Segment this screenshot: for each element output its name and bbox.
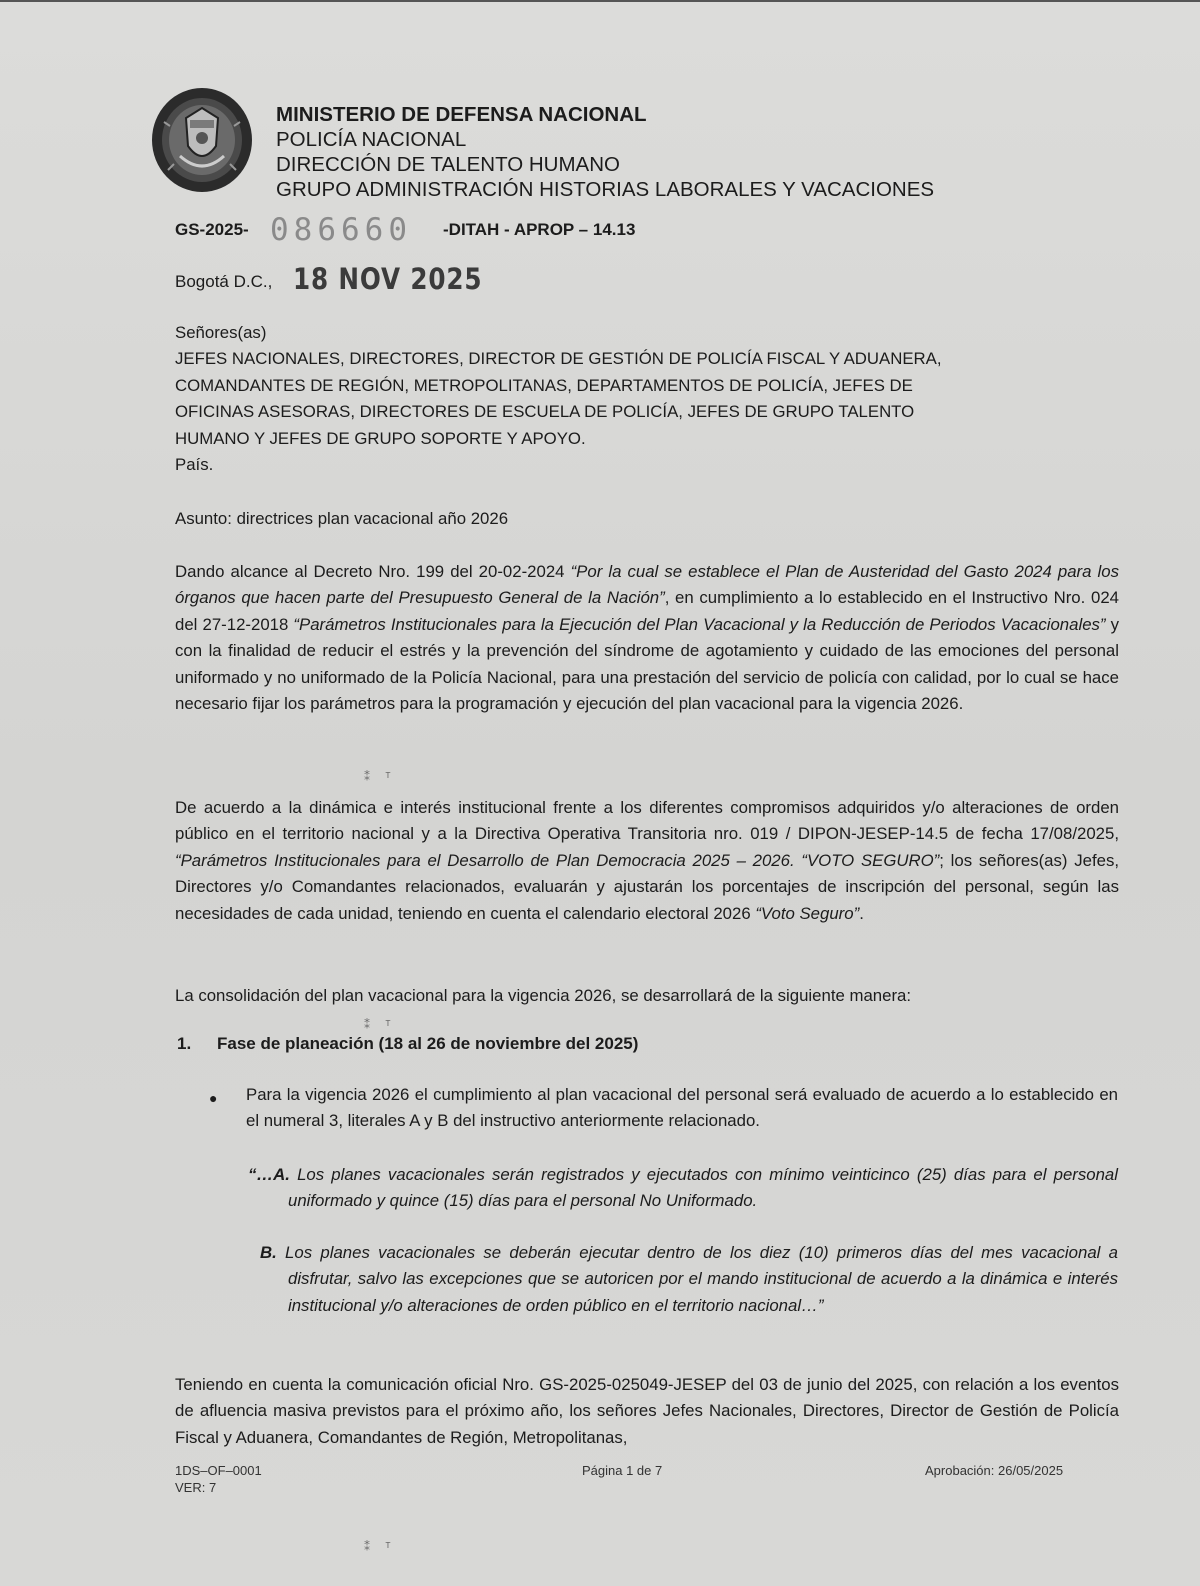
form-code: 1DS–OF–0001 — [175, 1463, 262, 1478]
reference-suffix: -DITAH - APROP – 14.13 — [443, 220, 636, 239]
city-label: Bogotá D.C., — [175, 272, 273, 291]
subject-line: Asunto: directrices plan vacacional año 2026 — [175, 509, 509, 528]
quote-a-lead: “…A. — [248, 1165, 290, 1184]
paragraph-directive — [175, 795, 1119, 927]
scan-artifact: ⁑ ᵀ — [364, 1018, 397, 1032]
paragraph-communication: Teniendo en cuenta la comunicación oficial Nro. GS-2025-025049-JESEP del 03 de junio del 2025, con relación a los eventos de afluencia masiva previstos para el próximo año, los señores Jefes Nacionales, Directores, Director de Gestión de Policía Fiscal y Aduanera, Comandantes de Región, Metropolitanas, — [175, 1375, 1119, 1447]
recipient-line: COMANDANTES DE REGIÓN, METROPOLITANAS, DEPARTAMENTOS DE POLICÍA, JEFES DE — [175, 375, 913, 395]
footer-form-code — [175, 1462, 262, 1496]
page-number: Página 1 de 7 — [582, 1463, 663, 1478]
quote-a-text: Los planes vacacionales serán registrados y ejecutados con mínimo veinticinco (25) días para el personal uniformado y quince (15) días para el personal No Uniformado. — [288, 1165, 1118, 1211]
p1-text: , en cumplimiento a lo establecido en el Instructivo Nro. 024 del 27-12-2018 — [175, 588, 1119, 634]
scan-edge — [0, 0, 1200, 2]
p2-text: ; los señores(as) Jefes, Directores y/o Comandantes relacionados, evaluarán y ajustarán los porcentajes de inscripción del personal, según las necesidades de cada unidad, teniendo en cuenta el calendario electoral 2026 — [175, 850, 1119, 923]
reference-stamped-number: 086660 — [270, 212, 412, 248]
police-line: POLICÍA NACIONAL — [276, 128, 467, 151]
paragraph-consolidation: La consolidación del plan vacacional para la vigencia 2026, se desarrollará de la siguiente manera: — [175, 986, 912, 1005]
paragraph-decree — [175, 559, 1119, 717]
p2-text: De acuerdo a la dinámica e interés institucional frente a los diferentes compromisos adquiridos y/o alteraciones de orden público en el territorio nacional y a la Directiva Operativa Transitoria nro. 019 / DIPON-JESEP-14.5 de fecha 17/08/2025, — [175, 798, 1119, 844]
directorate-line: DIRECCIÓN DE TALENTO HUMANO — [276, 153, 620, 176]
scan-artifact: ⁑ ᵀ — [364, 1540, 397, 1554]
quote-item-a — [248, 1162, 1118, 1215]
p2-voto-seguro: “Voto Seguro” — [755, 903, 860, 923]
p2-directive-title: “Parámetros Institucionales para el Desarrollo de Plan Democracia 2025 – 2026. “VOTO SEGURO” — [175, 850, 940, 870]
quote-b-text: Los planes vacacionales se deberán ejecutar dentro de los diez (10) primeros días del mes vacacional a disfrutar, salvo las excepciones que se autoricen por el mando institucional de acuerdo a la dinámica e interés institucional y/o alteraciones de orden público en el territorio nacional…” — [276, 1243, 1118, 1315]
p1-text: Dando alcance al Decreto Nro. 199 del 20-02-2024 — [175, 562, 571, 581]
recipient-line: HUMANO Y JEFES DE GRUPO SOPORTE Y APOYO. — [175, 428, 586, 448]
reference-prefix: GS-2025- — [175, 220, 249, 239]
letterhead — [276, 102, 934, 202]
p2-text: . — [859, 903, 864, 923]
form-version: VER: 7 — [175, 1480, 217, 1495]
approval-date: Aprobación: 26/05/2025 — [925, 1463, 1064, 1478]
recipients-block — [175, 320, 1119, 478]
recipient-line: OFICINAS ASESORAS, DIRECTORES DE ESCUELA DE POLICÍA, JEFES DE GRUPO TALENTO — [175, 402, 915, 422]
section-title: Fase de planeación (18 al 26 de noviembre del 2025) — [217, 1034, 639, 1053]
place: País. — [175, 455, 214, 475]
p1-decree-title: “Por la cual se establece el Plan de Austeridad del Gasto 2024 para los órganos que hacen parte del Presupuesto General de la Nación” — [175, 562, 1119, 608]
bullet-dot-icon: ● — [209, 1090, 218, 1106]
bullet-item: Para la vigencia 2026 el cumplimiento al plan vacacional del personal será evaluado de acuerdo a lo establecido en el numeral 3, literales A y B del instructivo anteriormente relacionado. — [246, 1085, 1118, 1131]
police-seal-logo — [150, 86, 254, 194]
p1-text: y con la finalidad de reducir el estrés y la prevención del síndrome de agotamiento y cuidado de las emociones del personal uniformado y no uniformado de la Policía Nacional, para una prestación del servicio de policía con calidad, por lo cual se hace necesario fijar los parámetros para la programación y ejecución del plan vacacional para la vigencia 2026. — [175, 614, 1119, 714]
quote-item-b — [260, 1240, 1118, 1319]
ministry-line: MINISTERIO DE DEFENSA NACIONAL — [276, 103, 647, 126]
recipient-line: JEFES NACIONALES, DIRECTORES, DIRECTOR DE GESTIÓN DE POLICÍA FISCAL Y ADUANERA, — [175, 349, 942, 369]
section-number: 1. — [177, 1034, 192, 1053]
greeting: Señores(as) — [175, 323, 267, 342]
group-line: GRUPO ADMINISTRACIÓN HISTORIAS LABORALES Y VACACIONES — [276, 178, 935, 201]
scan-artifact: ⁑ ᵀ — [364, 770, 397, 784]
quote-b-lead: B. — [260, 1243, 277, 1262]
p1-instructive-title: “Parámetros Institucionales para la Ejecución del Plan Vacacional y la Reducción de Periodos Vacacionales” — [293, 614, 1106, 634]
date-stamp: 18 NOV 2025 — [293, 262, 483, 296]
